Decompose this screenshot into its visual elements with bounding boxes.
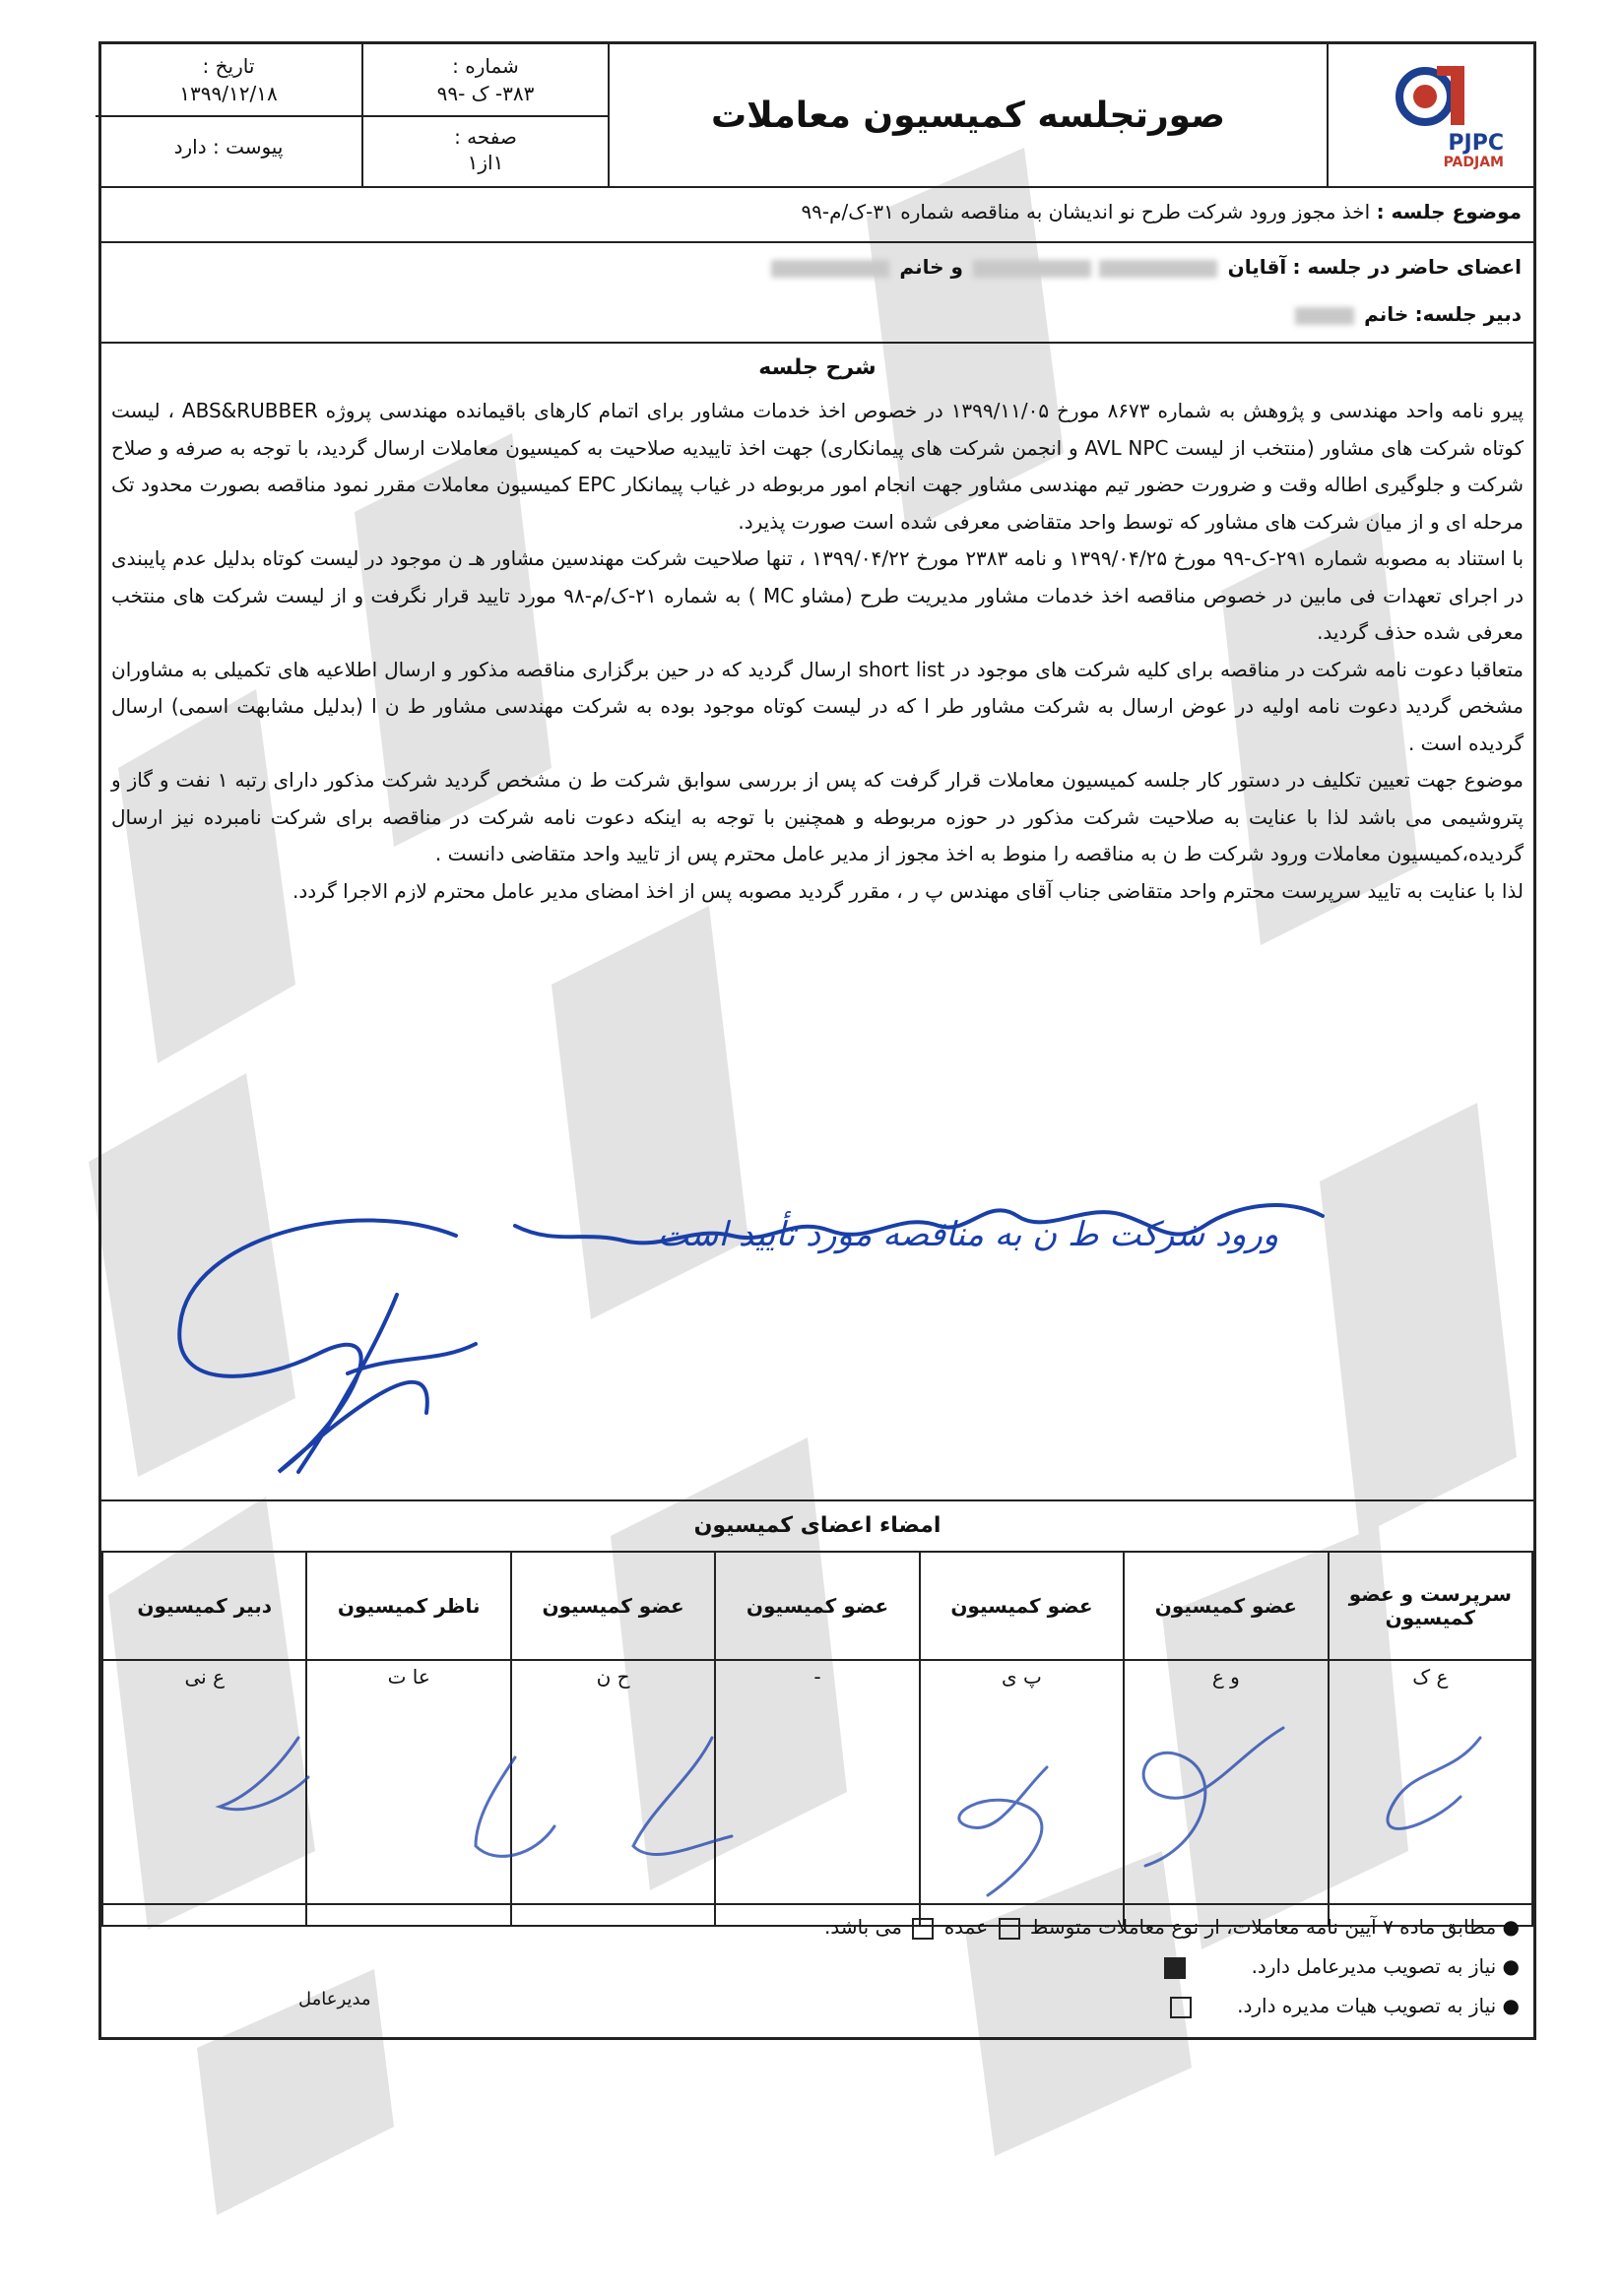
checkbox-medium[interactable] bbox=[999, 1918, 1020, 1940]
subject-row bbox=[801, 200, 1522, 223]
redacted-name bbox=[771, 260, 889, 278]
logo-cell bbox=[1327, 44, 1533, 186]
attachment-status: پیوست : دارد bbox=[173, 135, 284, 159]
checklist-text: می باشد. bbox=[823, 1915, 902, 1939]
signer-name: ع ک bbox=[1412, 1665, 1449, 1689]
date-cell bbox=[96, 44, 361, 186]
subject-value: اخذ مجوز ورود شرکت طرح نو اندیشان به مناقصه شماره ۳۱-ک/م-۹۹ bbox=[801, 200, 1371, 223]
checklist-text: مطابق ماده ۷ آیین نامه معاملات، از نوع معاملات متوسط bbox=[1029, 1915, 1497, 1939]
signature-column-header: عضو کمیسیون bbox=[511, 1552, 715, 1660]
number-label: شماره : bbox=[452, 54, 519, 78]
signature-column-header: عضو کمیسیون bbox=[920, 1552, 1124, 1660]
body-paragraph: پیرو نامه واحد مهندسی و پژوهش به شماره ۸۶۷۳ مورخ ۱۳۹۹/۱۱/۰۵ در خصوص اخذ خدمات مشاور برای اتمام کارهای باقیمانده مهندسی پروژه ABS&RUBBER ، لیست کوتاه شرکت های مشاور (منتخب از لیست AVL NPC و انجمن شرکت های پیمانکاری) جهت اخذ تاییدیه صلاحیت به کمیسیون معاملات ارسال گردید، با توجه به صرفه و صلاح شرکت و جلوگیری اطاله وقت و ضرورت حضور تیم مهندسی مشاور جهت انجام امور مربوطه در غیاب پیمانکار EPC کمیسیون معاملات مقرر نمود مناقصه بصورت محدود تک مرحله ای و از میان شرکت های مشاور که توسط واحد متقاضی معرفی شده است صورت پذیرد. bbox=[111, 399, 1525, 534]
title-cell bbox=[608, 44, 1327, 186]
divider bbox=[363, 115, 608, 117]
signature-column-header: عضو کمیسیون bbox=[1124, 1552, 1328, 1660]
subject-label: موضوع جلسه : bbox=[1376, 200, 1522, 223]
date-value: ۱۳۹۹/۱۲/۱۸ bbox=[179, 82, 278, 105]
signature-column-header: ناظر کمیسیون bbox=[306, 1552, 510, 1660]
signer-name: - bbox=[813, 1665, 821, 1689]
document-page bbox=[98, 41, 1536, 2040]
attendees-value: آقایان bbox=[1227, 255, 1287, 279]
checkbox-board-approval[interactable] bbox=[1170, 1997, 1192, 2018]
signatures-title: امضاء اعضای کمیسیون bbox=[693, 1513, 941, 1538]
bullet-icon: ● bbox=[1502, 1915, 1520, 1939]
attendees-mid: و خانم bbox=[899, 255, 963, 279]
body-paragraph: متعاقبا دعوت نامه شرکت در مناقصه برای کلیه شرکت های موجود در short list ارسال گردید که در حین برگزاری مناقصه مذکور و ارسال اطلاعیه های تکمیلی به مشاوران مشخص گردید دعوت نامه اولیه در عوض ارسال به شرکت مشاور طر ا که در لیست کوتاه موجود بوده به شرکت مهندسی مشاور ط ن ا (بدلیل مشابهت اسمی) ارسال گردیده است . bbox=[111, 657, 1524, 755]
body-paragraph: موضوع جهت تعیین تکلیف در دستور کار جلسه کمیسیون معاملات قرار گرفت که پس از بررسی سوابق شرکت ط ن مشخص گردید شرکت مذکور دارای رتبه ۱ نفت و گاز و پتروشیمی می باشد لذا با عنایت به صلاحیت شرکت مذکور در حوزه مربوطه و همچنین با توجه به اینکه دعوت نامه شرکت در مناقصه برای شرکت نامبرده نیز ارسال گردیده،کمیسیون معاملات ورود شرکت ط ن به مناقصه را منوط به اخذ مجوز از مدیر عامل محترم پس از تایید واحد متقاضی دانست . bbox=[111, 768, 1525, 865]
signer-name: و ع bbox=[1211, 1665, 1240, 1689]
logo-text: PJPC bbox=[1448, 131, 1504, 156]
number-cell bbox=[361, 44, 608, 186]
signer-name: پ ی bbox=[1002, 1665, 1042, 1689]
document-header bbox=[101, 44, 1533, 188]
signer-name: ع نی bbox=[184, 1665, 225, 1689]
signature-column-header: دبیر کمیسیون bbox=[102, 1552, 306, 1660]
bullet-icon: ● bbox=[1502, 1954, 1520, 1978]
attendees-label: اعضای حاضر در جلسه : bbox=[1292, 255, 1522, 279]
number-value: ۳۸۳- ک -۹۹ bbox=[436, 82, 535, 105]
page-label: صفحه : bbox=[454, 125, 517, 149]
checkbox-ceo-approval[interactable] bbox=[1164, 1957, 1186, 1979]
body-paragraph: لذا با عنایت به تایید سرپرست محترم واحد متقاضی جناب آقای مهندس پ ر ، مقرر گردید مصوبه پس از اخذ امضای مدیر عامل محترم لازم الاجرا گردد. bbox=[292, 878, 1524, 903]
signer-name: ح ن bbox=[596, 1665, 630, 1689]
divider bbox=[101, 1903, 1533, 1905]
divider bbox=[101, 342, 1533, 344]
secretary-row bbox=[1291, 302, 1522, 326]
signature-column-header: عضو کمیسیون bbox=[715, 1552, 919, 1660]
redacted-name bbox=[973, 260, 1091, 278]
bullet-icon: ● bbox=[1502, 1994, 1520, 2017]
redacted-name bbox=[1099, 260, 1217, 278]
company-logo bbox=[1386, 62, 1484, 131]
logo-subtext: PADJAM bbox=[1443, 155, 1504, 170]
body-paragraph: با استناد به مصوبه شماره ۲۹۱-ک-۹۹ مورخ ۱۳۹۹/۰۴/۲۵ و نامه ۲۳۸۳ مورخ ۱۳۹۹/۰۴/۲۲ ، تنها صلاحیت شرکت مهندسین مشاور هـ ن موجود در لیست کوتاه بدلیل عدم پایبندی در اجرای تعهدات فی مابین در خصوص مناقصه اخذ خدمات مشاور مدیریت طرح (مشاو MC ) به شماره ۲۱-ک/م-۹۸ مورد تایید قرار نگرفت و از لیست شرکت های منتخب معرفی شده حذف گردید. bbox=[111, 546, 1525, 644]
handwritten-note bbox=[101, 1157, 1539, 1511]
checklist-text: نیاز به تصویب هیات مدیره دارد. bbox=[1237, 1994, 1497, 2017]
secretary-label: دبیر جلسه: bbox=[1414, 302, 1522, 326]
checkbox-major[interactable] bbox=[912, 1918, 934, 1940]
secretary-value: خانم bbox=[1364, 302, 1409, 326]
signature-scribbles bbox=[101, 1698, 1539, 1915]
checklist-item bbox=[1166, 1994, 1520, 2018]
divider bbox=[101, 241, 1533, 243]
checklist-item bbox=[824, 1915, 1520, 1940]
body-text bbox=[111, 393, 1524, 910]
checklist-text: نیاز به تصویب مدیرعامل دارد. bbox=[1251, 1954, 1497, 1978]
redacted-name bbox=[1295, 307, 1354, 325]
divider bbox=[101, 1499, 1533, 1501]
section-title: شرح جلسه bbox=[758, 355, 876, 380]
document-title: صورتجلسه کمیسیون معاملات bbox=[710, 96, 1226, 136]
checklist-item bbox=[1160, 1954, 1520, 1979]
divider bbox=[96, 115, 361, 117]
manager-label: مدیرعامل bbox=[298, 1989, 371, 2009]
signer-name: عا ت bbox=[387, 1665, 430, 1689]
date-label: تاریخ : bbox=[202, 54, 255, 78]
signatures-header-row bbox=[102, 1552, 1532, 1660]
signature-column-header: سرپرست و عضو کمیسیون bbox=[1329, 1552, 1532, 1660]
checklist-text: عمده bbox=[943, 1915, 989, 1939]
handwritten-note-text: ورود شرکت ط ن به مناقصه مورد تأیید است bbox=[657, 1215, 1279, 1254]
page-value: ۱از۱ bbox=[467, 151, 504, 174]
attendees-row bbox=[767, 255, 1522, 279]
